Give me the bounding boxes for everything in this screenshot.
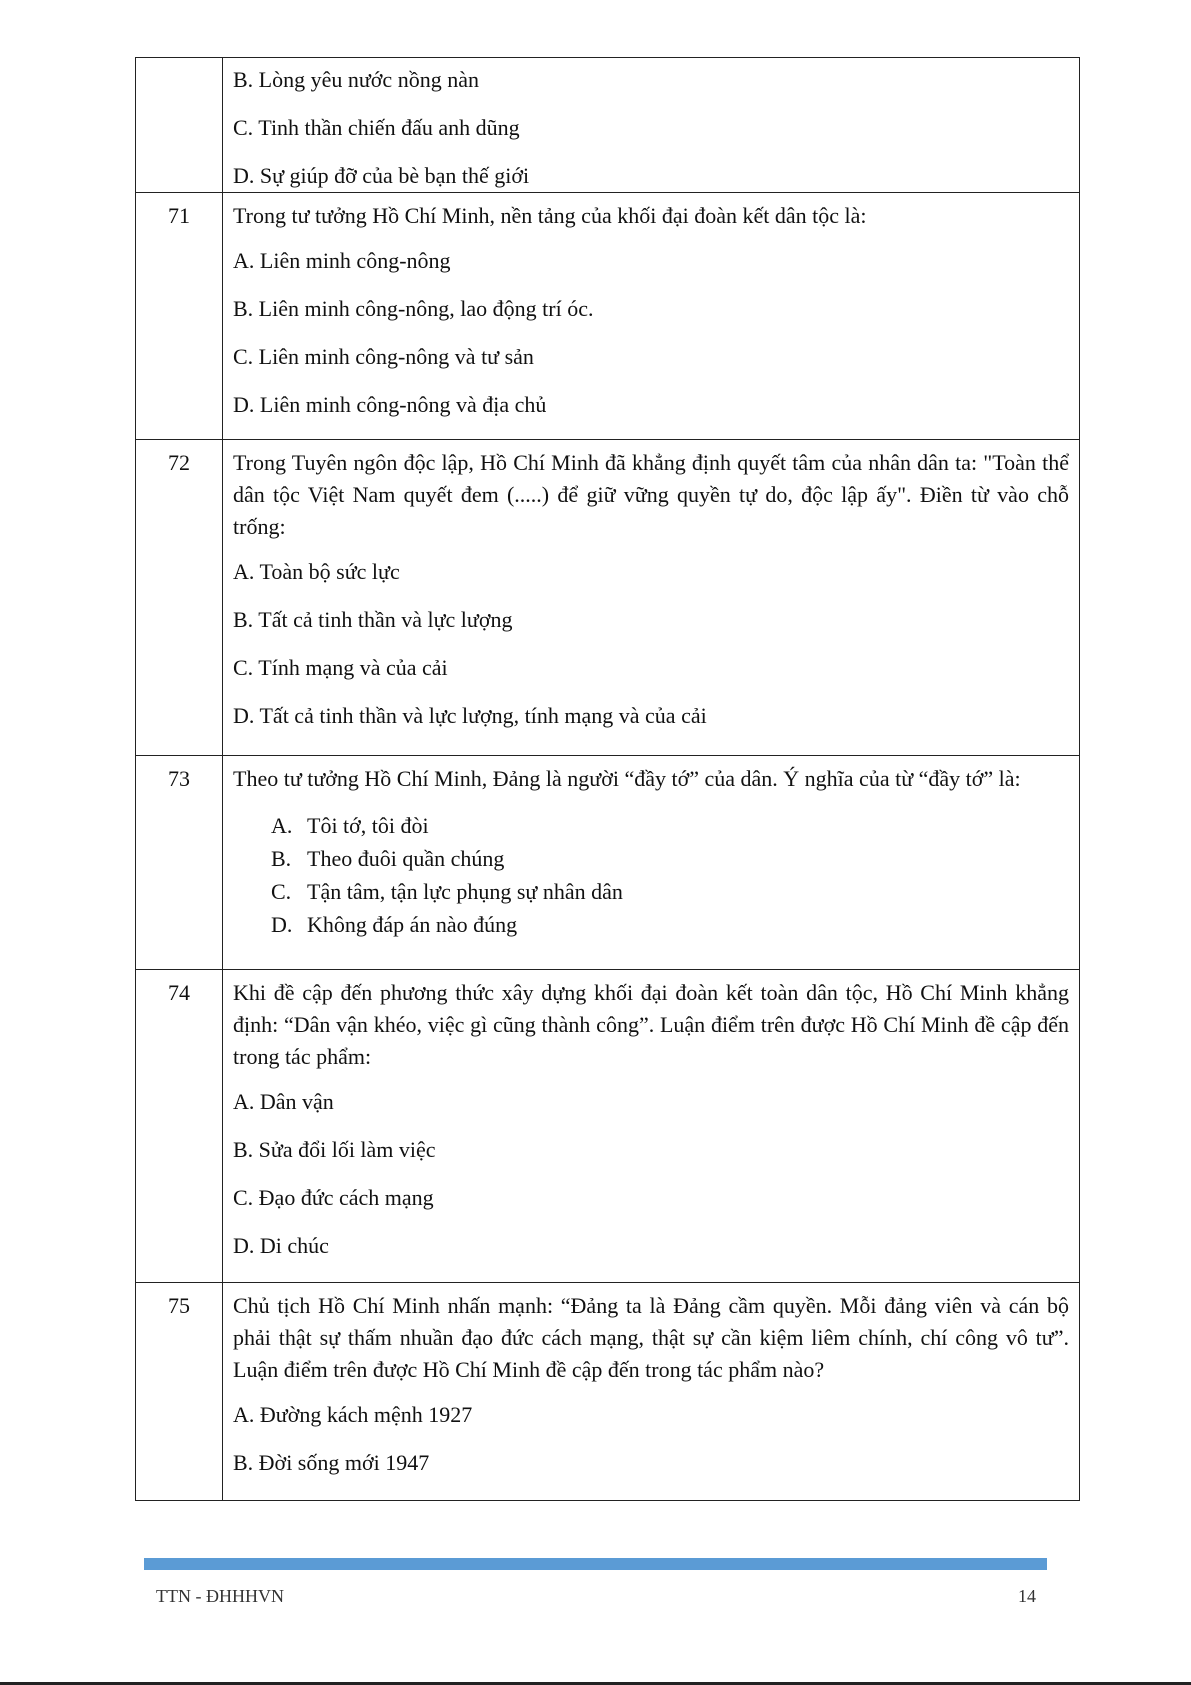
question-row-70-continued: [136, 58, 1080, 193]
list-item: [233, 875, 1069, 908]
option-label: C.: [271, 879, 292, 904]
option-label: B.: [271, 846, 292, 871]
option-a: A. Liên minh công-nông: [233, 248, 451, 273]
question-number: 72: [136, 440, 223, 756]
list-item: [233, 809, 1069, 842]
question-row-71: [136, 193, 1080, 440]
question-number: 73: [136, 756, 223, 970]
option-list: [233, 795, 1069, 941]
question-stem: Chủ tịch Hồ Chí Minh nhấn mạnh: “Đảng ta là Đảng cầm quyền. Mỗi đảng viên và cán bộ phải thật sự thấm nhuần đạo đức cách mạng, thật sự cần kiệm liêm chính, chí công vô tư”. Luận điểm trên được Hồ Chí Minh đề cập đến trong tác phẩm nào?: [233, 1293, 1069, 1382]
page-number: 14: [1018, 1586, 1036, 1606]
option-text: Không đáp án nào đúng: [307, 912, 518, 937]
option-text: Theo đuôi quần chúng: [307, 846, 505, 871]
question-number: 75: [136, 1283, 223, 1501]
footer-accent-bar: [144, 1558, 1047, 1570]
question-number: 71: [136, 193, 223, 440]
option-c: C. Đạo đức cách mạng: [233, 1185, 434, 1210]
question-stem: Trong tư tưởng Hồ Chí Minh, nền tảng của khối đại đoàn kết dân tộc là:: [233, 203, 867, 228]
option-label: D.: [271, 912, 293, 937]
option-b: B. Liên minh công-nông, lao động trí óc.: [233, 296, 594, 321]
option-a: A. Đường kách mệnh 1927: [233, 1402, 473, 1427]
question-content: [223, 1283, 1080, 1501]
question-stem: Trong Tuyên ngôn độc lập, Hồ Chí Minh đã khẳng định quyết tâm của nhân dân ta: "Toàn thể dân tộc Việt Nam quyết đem (.....) để giữ vững quyền tự do, độc lập ấy". Điền từ vào chỗ trống:: [233, 450, 1069, 539]
option-b: B. Lòng yêu nước nồng nàn: [233, 67, 479, 92]
question-row-74: [136, 970, 1080, 1283]
option-a: A. Toàn bộ sức lực: [233, 559, 400, 584]
option-c: C. Tính mạng và của cải: [233, 655, 448, 680]
option-text: Tôi tớ, tôi đòi: [307, 813, 429, 838]
question-row-75: [136, 1283, 1080, 1501]
question-content: [223, 440, 1080, 756]
question-content: [223, 756, 1080, 970]
footer-label: TTN - ĐHHHVN: [156, 1586, 284, 1606]
question-stem: Khi đề cập đến phương thức xây dựng khối đại đoàn kết toàn dân tộc, Hồ Chí Minh khẳng định: “Dân vận khéo, việc gì cũng thành công”. Luận điểm trên được Hồ Chí Minh đề cập đến trong tác phẩm:: [233, 980, 1069, 1069]
option-label: A.: [271, 813, 293, 838]
option-d: D. Tất cả tinh thần và lực lượng, tính mạng và của cải: [233, 703, 707, 728]
question-content: [223, 970, 1080, 1283]
question-number: [136, 58, 223, 193]
option-b: B. Đời sống mới 1947: [233, 1450, 430, 1475]
question-row-72: [136, 440, 1080, 756]
question-stem: Theo tư tưởng Hồ Chí Minh, Đảng là người “đầy tớ” của dân. Ý nghĩa của từ “đầy tớ” là:: [233, 766, 1021, 791]
option-a: A. Dân vận: [233, 1089, 334, 1114]
option-b: B. Sửa đổi lối làm việc: [233, 1137, 436, 1162]
question-table: [135, 57, 1080, 1501]
option-d: D. Di chúc: [233, 1233, 329, 1258]
option-d: D. Sự giúp đỡ của bè bạn thế giới: [233, 163, 530, 188]
option-c: C. Liên minh công-nông và tư sản: [233, 344, 534, 369]
list-item: [233, 908, 1069, 941]
list-item: [233, 842, 1069, 875]
option-d: D. Liên minh công-nông và địa chủ: [233, 392, 547, 417]
option-b: B. Tất cả tinh thần và lực lượng: [233, 607, 513, 632]
option-text: Tận tâm, tận lực phụng sự nhân dân: [307, 879, 623, 904]
question-content: [223, 193, 1080, 440]
question-number: 74: [136, 970, 223, 1283]
question-row-73: [136, 756, 1080, 970]
question-content: [223, 58, 1080, 193]
option-c: C. Tinh thần chiến đấu anh dũng: [233, 115, 520, 140]
